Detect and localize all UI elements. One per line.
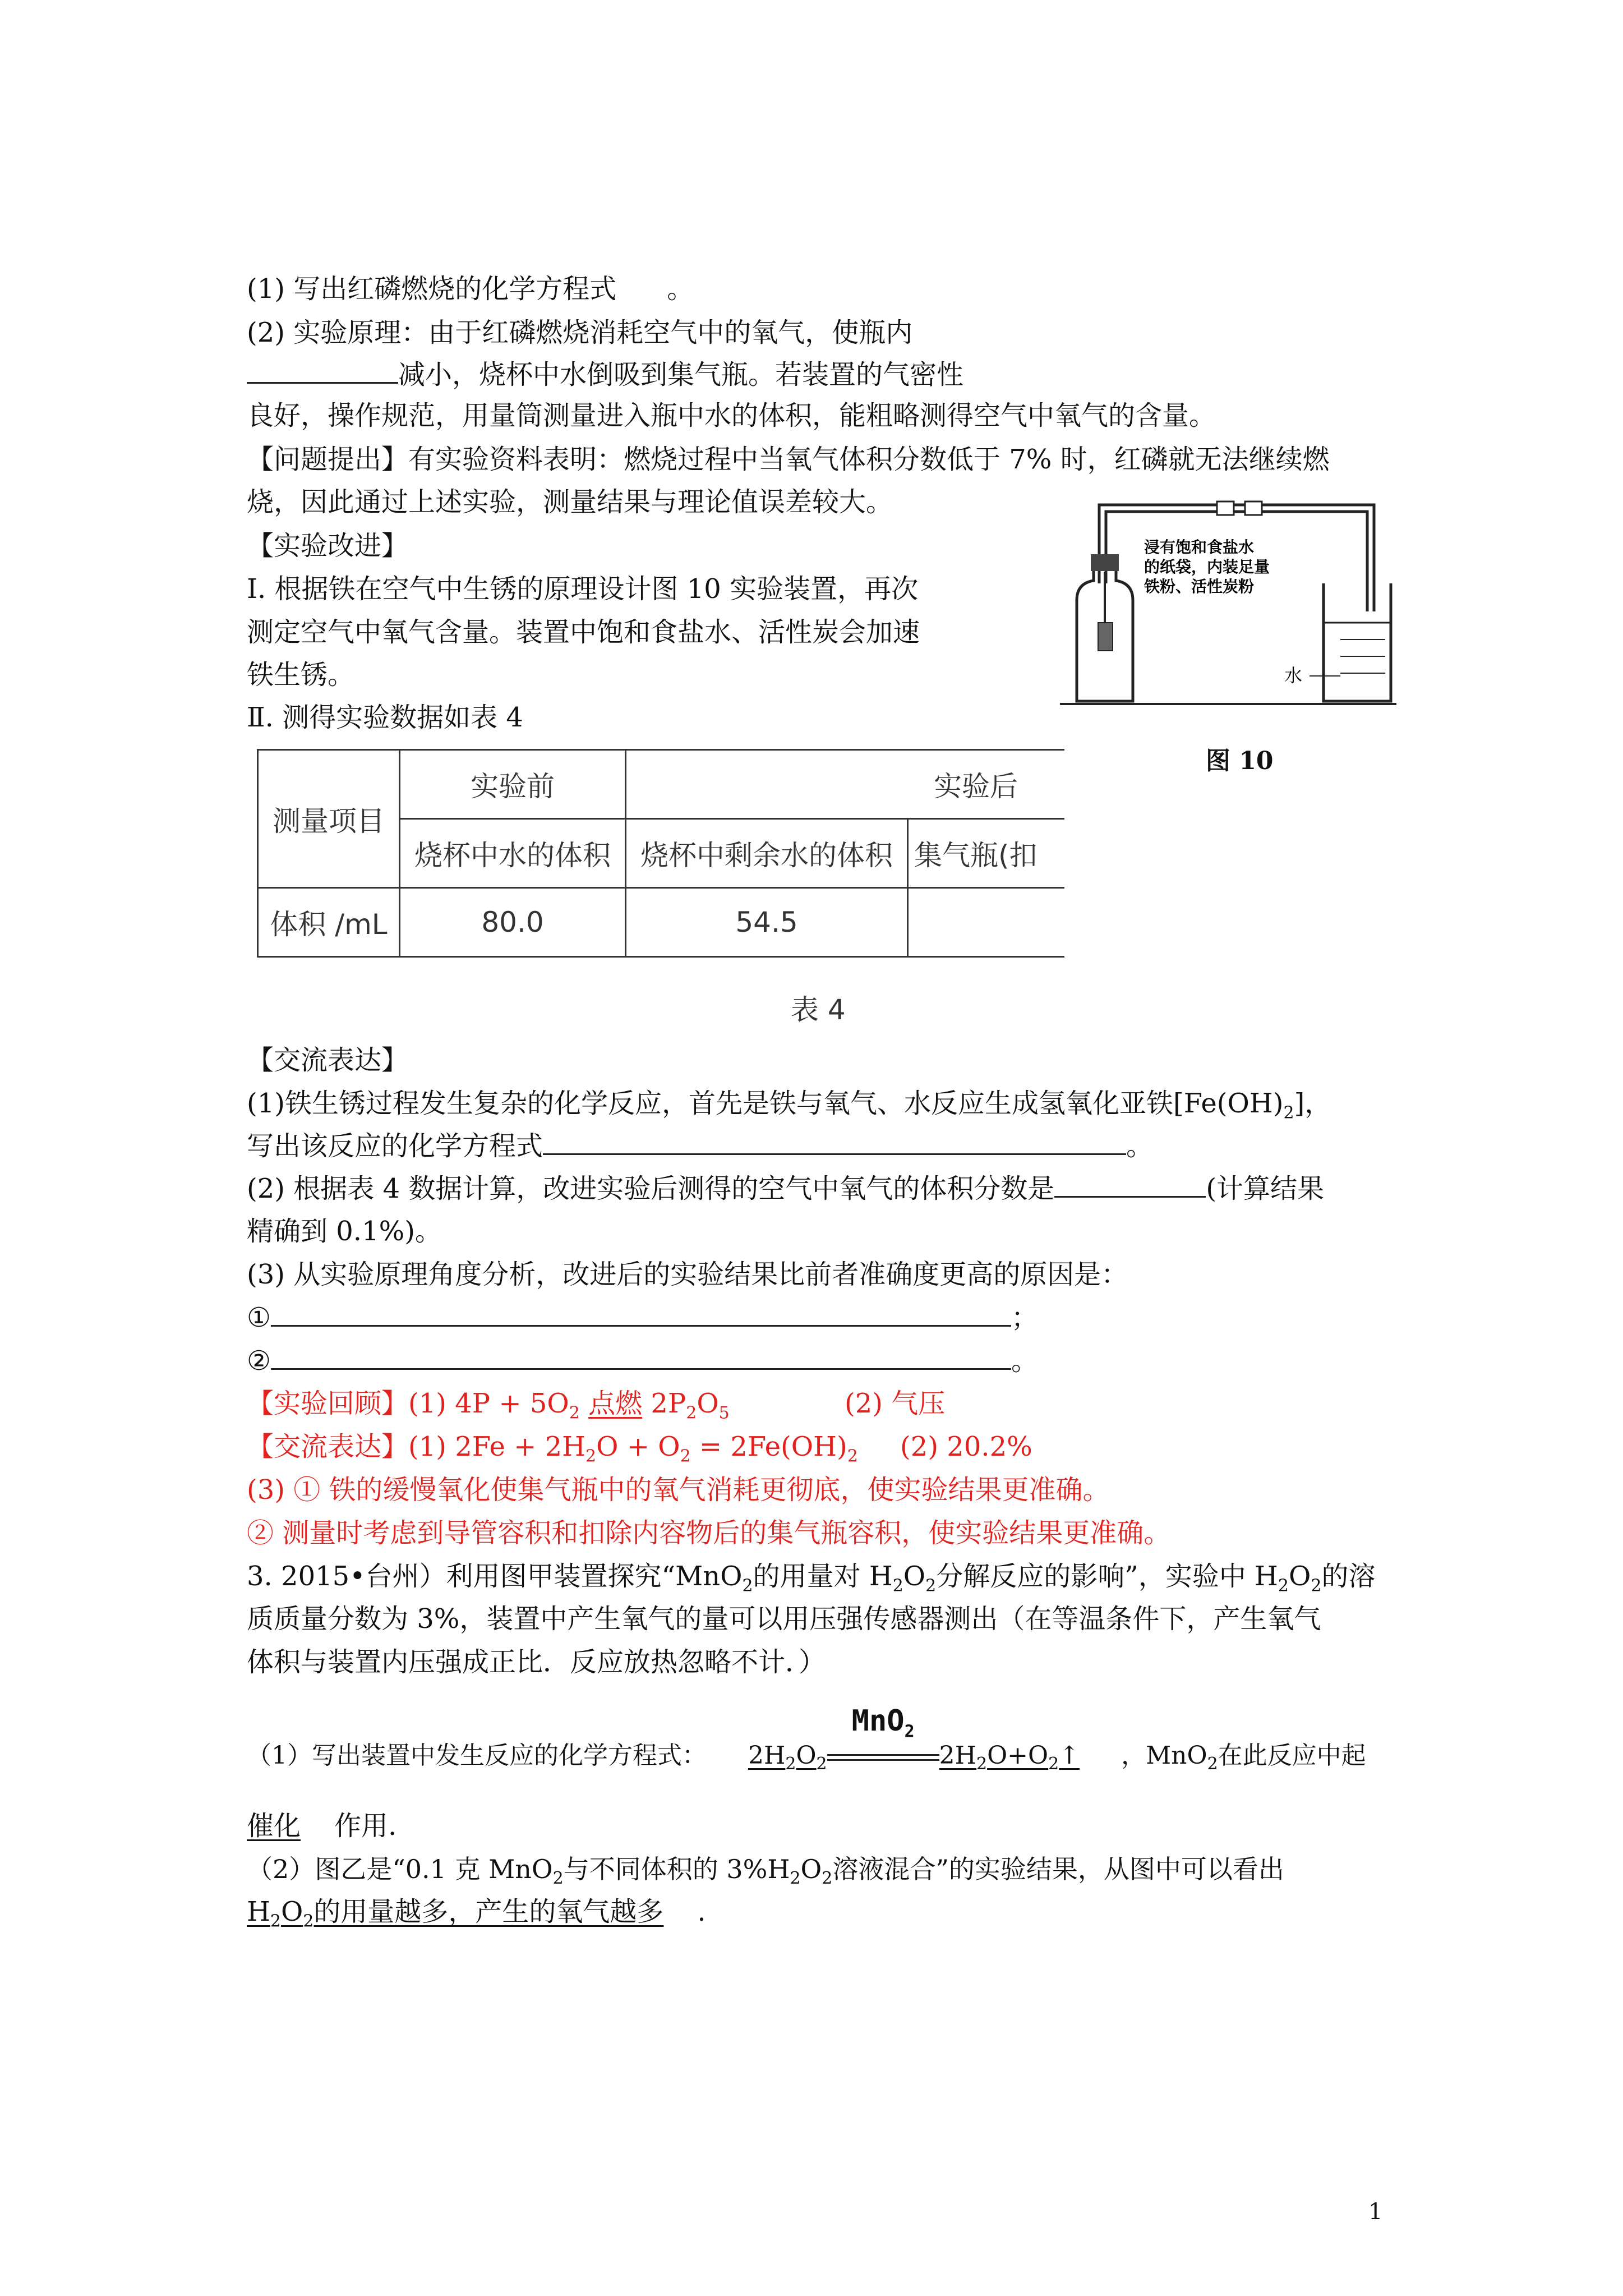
figure-label-3: 铁粉、活性炭粉 xyxy=(1144,577,1255,596)
question-2-line3: 良好，操作规范，用量筒测量进入瓶中水的体积，能粗略测得空气中氧气的含量。 xyxy=(247,400,1216,431)
question-2-line2: 减小，烧杯中水倒吸到集气瓶。若装置的气密性 xyxy=(247,357,963,392)
exchange-heading: 【交流表达】 xyxy=(247,1045,409,1076)
improve-heading: 【实验改进】 xyxy=(247,530,409,562)
q3-line2: 质质量分数为 3%，装置中产生氧气的量可以用压强传感器测出（在等温条件下，产生氧气 xyxy=(247,1603,1321,1635)
page-number: 1 xyxy=(1368,2199,1383,2225)
figure-label-2: 的纸袋，内装足量 xyxy=(1144,558,1270,576)
exchange-q3-b: ② 。 xyxy=(247,1343,1038,1378)
problem-line2: 烧，因此通过上述实验，测量结果与理论值误差较大。 xyxy=(247,486,893,518)
table-row-header: 测量项目 xyxy=(258,750,400,888)
table-col2: 烧杯中剩余水的体积 xyxy=(626,819,908,888)
exchange-q3-line1: (3) 从实验原理角度分析，改进后的实验结果比前者准确度更高的原因是： xyxy=(247,1259,1128,1290)
problem-line1: 【问题提出】有实验资料表明：燃烧过程中当氧气体积分数低于 7% 时，红磷就无法继续燃 xyxy=(247,444,1330,475)
table-before-header: 实验前 xyxy=(400,750,626,819)
table-col3: 集气瓶(扣 xyxy=(908,819,1065,888)
table-val3 xyxy=(908,888,1065,957)
q3-sub1-answer: 催化 作用. xyxy=(247,1810,397,1842)
figure-water-label: 水 xyxy=(1284,665,1303,686)
figure-label-1: 浸有饱和食盐水 xyxy=(1144,538,1255,556)
exchange-q1-line1: (1)铁生锈过程发生复杂的化学反应，首先是铁与氧气、水反应生成氢氧化亚铁$[Fe(OH)_2]$， xyxy=(247,1088,1332,1123)
table-row-label: 体积 /mL xyxy=(258,888,400,957)
figure-10-apparatus xyxy=(1060,494,1396,718)
equals-sign xyxy=(827,1754,939,1761)
improve-line1: Ⅰ. 根据铁在空气中生锈的原理设计图 10 实验装置，再次 xyxy=(247,573,919,605)
question-2-line1: (2) 实验原理：由于红磷燃烧消耗空气中的氧气，使瓶内 xyxy=(247,317,913,348)
question-1: (1) 写出红磷燃烧的化学方程式 。 xyxy=(247,273,694,305)
exchange-q1-line2: 写出该反应的化学方程式 。 xyxy=(247,1129,1153,1163)
exchange-q3-a: ① ； xyxy=(247,1300,1038,1335)
exchange-q2-line1: (2) 根据表 4 数据计算，改进实验后测得的空气中氧气的体积分数是 (计算结果 xyxy=(247,1171,1324,1205)
catalyst-label: MnO$_2$ xyxy=(851,1704,915,1742)
q3-line1: 3. 2015•台州）利用图甲装置探究“MnO$_2$的用量对 $H_2O_2$分解反应的影响”，实验中 $H_2O_2$的溶 xyxy=(247,1561,1376,1596)
table-col1: 烧杯中水的体积 xyxy=(400,819,626,888)
improve-line4: Ⅱ. 测得实验数据如表 4 xyxy=(247,702,523,733)
figure-caption: 图 10 xyxy=(1206,747,1274,775)
improve-line2: 测定空气中氧气含量。装置中饱和食盐水、活性炭会加速 xyxy=(247,616,920,648)
improve-line3: 铁生锈。 xyxy=(247,659,355,691)
answer-review: 【实验回顾】(1) $4P + 5O_2$ 点燃 $2P_2O_5$ (2) 气压 xyxy=(247,1388,946,1423)
table-val2: 54.5 xyxy=(626,888,908,957)
answer-blank xyxy=(247,357,398,384)
exchange-q2-line2: 精确到 0.1%)。 xyxy=(247,1216,442,1247)
table-val1: 80.0 xyxy=(400,888,626,957)
answer-exchange-3a: (3) ① 铁的缓慢氧化使集气瓶中的氧气消耗更彻底，使实验结果更准确。 xyxy=(247,1474,1110,1506)
q3-line3: 体积与装置内压强成正比．反应放热忽略不计．） xyxy=(247,1646,826,1678)
answer-exchange: 【交流表达】(1) $2Fe + 2H_2O + O_2 = 2Fe(OH)_2$ (2) 20.2% xyxy=(247,1431,1032,1466)
q3-sub2-answer: $H_2O_2$的用量越多，产生的氧气越多 . xyxy=(247,1896,706,1931)
data-table xyxy=(257,749,1064,971)
answer-exchange-3b: ② 测量时考虑到导管容积和扣除内容物后的集气瓶容积，使实验结果更准确。 xyxy=(247,1517,1171,1549)
table-after-header: 实验后 xyxy=(626,750,1065,819)
q3-sub2-line1: （2）图乙是“0.1 克 MnO$_2$与不同体积的 $3\%H_2O_2$溶液混合”的实验结果，从图中可以看出 xyxy=(247,1854,1284,1889)
q3-sub1: （1）写出装置中发生反应的化学方程式： $2H_2O_2$ MnO$_2$ $2H_2O+O_2↑$ ，MnO$_2$在此反应中起 xyxy=(247,1704,1366,1774)
table-caption: 表 4 xyxy=(791,993,846,1026)
